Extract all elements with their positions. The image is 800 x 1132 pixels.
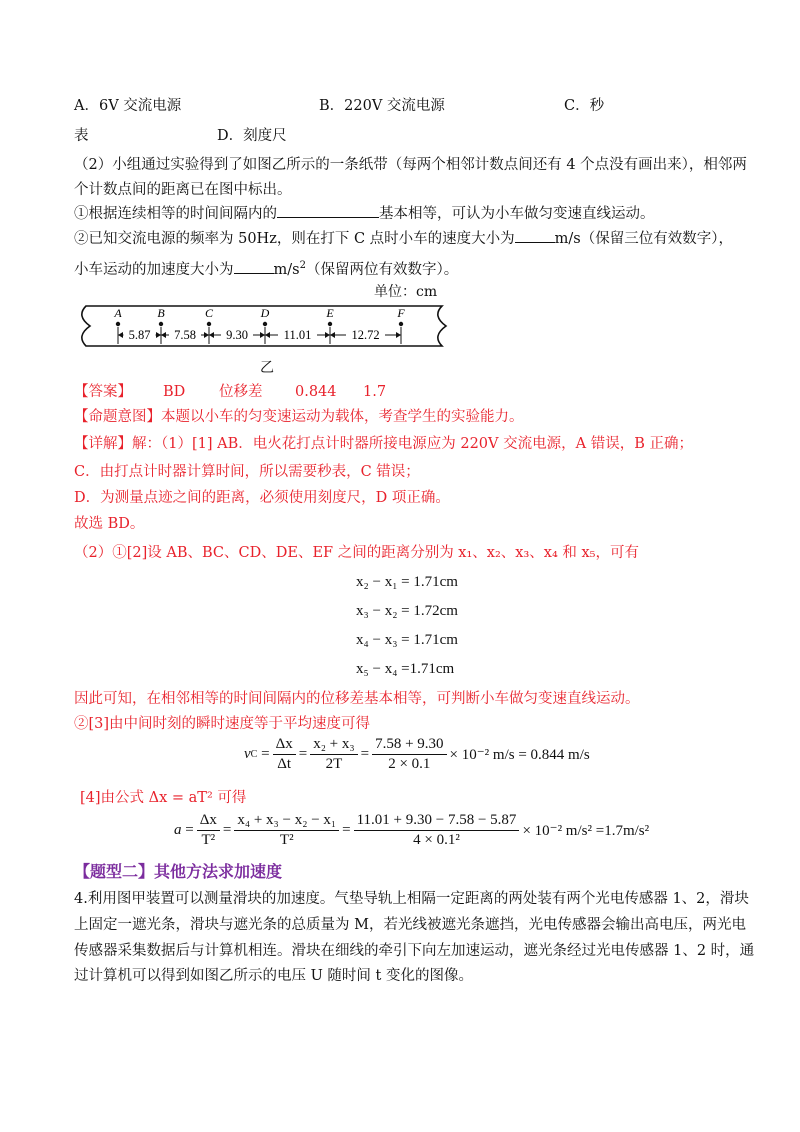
intent-line	[74, 407, 524, 427]
q2-line5: 小车运动的加速度大小为 $m/s^2$（保留两位有效数字）。	[74, 260, 459, 278]
option-c-continued: 表	[74, 128, 89, 144]
detail-line5: （2）①[2]设 AB、BC、CD、DE、EF 之间的距离分别为 x₁、x₂、x₃、x₄ 和 x₅，可有	[74, 545, 639, 561]
paper-tape-figure	[74, 300, 454, 352]
distance-arrow-right-3	[260, 332, 265, 338]
distance-arrow-right-1	[156, 332, 161, 338]
a-lhs: a	[174, 822, 182, 838]
q2-line3	[74, 203, 655, 224]
blank-1[interactable]	[277, 203, 379, 218]
a-formula: a = $\frac{\Delta x}{\text{T²}}$ = $\frac{\text{x₄ + x₃ − x₂ − x₁}}{\text{T²}}$ = $\frac{11.01 + 9.30 - 7.58 - 5.87}{\text{4 × 0.1²}}$ × 10⁻² m/s² =1.7m/s²	[174, 812, 650, 848]
answer-3: 0.844	[295, 384, 337, 400]
q4-line3: 传感器采集数据后与计算机相连。滑块在细线的牵引下向左加速运动，遮光条经过光电传感器 1、2 时，通	[74, 943, 755, 959]
distance-label-1: 5.87	[128, 328, 151, 342]
tape-caption: 乙	[260, 360, 274, 376]
q2-line3-pre: ①根据连续相等的时间间隔内的	[74, 206, 277, 222]
q2-line5-pre: 小车运动的加速度大小为	[74, 261, 234, 278]
q2-line3-post: 基本相等，可认为小车做匀变速直线运动。	[379, 206, 655, 222]
q2-line1: （2）小组通过实验得到了如图乙所示的一条纸带（每两个相邻计数点间还有 4 个点没有画出来），相邻两	[74, 157, 747, 173]
intent-text: 本题以小车的匀变速运动为载体，考查学生的实验能力。	[161, 409, 524, 425]
answer-2: 位移差	[219, 384, 263, 400]
answer-label: 【答案】	[74, 384, 132, 400]
a-tail: × 10⁻² m/s² =1.7m/s²	[522, 823, 650, 839]
q2-line5-post: （保留两位有效数字）。	[305, 261, 459, 278]
equation-1: x₂ − x₁ = 1.71cm	[356, 574, 458, 590]
detail-line3: D．为测量点迹之间的距离，必须使用刻度尺，D 项正确。	[74, 490, 450, 506]
equation-2: x₃ − x₂ = 1.72cm	[356, 603, 458, 619]
point-label-A: A	[114, 306, 122, 320]
q4-line1: 4.利用图甲装置可以测量滑块的加速度。气垫导轨上相隔一定距离的两处装有两个光电传感器 1、2，滑块	[74, 891, 749, 907]
vc-formula: v C = $\frac{\Delta x}{\Delta t}$ = $\frac{\text{x₂ + x₃}}{2T}$ = $\frac{7.58 + 9.30}{2 \times 0.1}$ × 10⁻² m/s = 0.844 m/s	[244, 736, 590, 772]
distance-arrow-right-2	[204, 332, 209, 338]
detail-text1: 解：（1）[1] AB．电火花打点计时器所接电源应为 220V 交流电源，A 错误，B 正确；	[132, 436, 693, 452]
point-label-C: C	[204, 306, 214, 320]
distance-label-5: 12.72	[351, 328, 380, 342]
detail-label: 【详解】	[74, 436, 132, 452]
distance-arrow-left-1	[118, 332, 123, 338]
detail-line1	[74, 434, 693, 454]
vc-lhs: v	[244, 746, 251, 762]
q2-line4-post: m/s（保留三位有效数字），	[554, 231, 733, 247]
point-dot-B	[159, 322, 163, 326]
distance-label-3: 9.30	[226, 328, 248, 342]
q2-line4-pre: ②已知交流电源的频率为 50Hz，则在打下 C 点时小车的速度大小为	[74, 231, 515, 247]
q2-line4	[74, 228, 733, 249]
conclusion-line1: 因此可知，在相邻相等的时间间隔内的位移差基本相等，可判断小车做匀变速直线运动。	[74, 691, 640, 707]
equation-3: x₄ − x₃ = 1.71cm	[356, 632, 458, 648]
distance-arrow-right-5	[396, 332, 401, 338]
q4-line2: 上固定一遮光条，滑块与遮光条的总质量为 M，若光线被遮光条遮挡，光电传感器会输出高电压，两光电	[74, 917, 746, 933]
a-frac-2: $\frac{\text{x₄ + x₃ − x₂ − x₁}}{\text{T²}}$	[234, 812, 339, 849]
distance-arrow-left-5	[330, 332, 335, 338]
blank-3[interactable]	[234, 259, 274, 274]
a-frac-1: $\frac{\Delta x}{\text{T²}}$	[197, 812, 220, 849]
point-label-F: F	[397, 306, 405, 320]
answer-1: BD	[163, 384, 186, 400]
vc-tail: × 10⁻² m/s = 0.844 m/s	[449, 747, 590, 763]
distance-arrow-left-3	[209, 332, 214, 338]
distance-arrow-left-2	[161, 332, 166, 338]
point-dot-F	[399, 322, 403, 326]
distance-arrow-left-4	[265, 332, 270, 338]
point-dot-C	[207, 322, 211, 326]
detail-line4: 故选 BD。	[74, 516, 145, 532]
point-dot-E	[328, 322, 332, 326]
point-dot-D	[263, 322, 267, 326]
vc-frac-3: $\frac{7.58 + 9.30}{2 \times 0.1}$	[372, 736, 446, 773]
section-title: 【题型二】其他方法求加速度	[74, 862, 283, 881]
intent-label: 【命题意图】	[74, 409, 161, 425]
blank-2[interactable]	[515, 228, 555, 243]
conclusion-line2: ②[3]由中间时刻的瞬时速度等于平均速度可得	[74, 716, 371, 732]
vc-frac-1: $\frac{\Delta x}{\Delta t}$	[273, 736, 296, 773]
conclusion-line3: [4]由公式 Δx = aT² 可得	[80, 790, 247, 806]
point-label-E: E	[326, 306, 334, 320]
point-dot-A	[116, 322, 120, 326]
q2-line2: 个计数点间的距离已在图中标出。	[74, 182, 292, 198]
q4-line4: 过计算机可以得到如图乙所示的电压 U 随时间 t 变化的图像。	[74, 968, 473, 984]
distance-label-4: 11.01	[283, 328, 312, 342]
option-c: C．秒	[564, 98, 605, 114]
equation-4: x₅ − x₄ =1.71cm	[356, 661, 455, 677]
option-a: A．6V 交流电源	[74, 98, 182, 114]
point-label-B: B	[157, 306, 165, 320]
detail-line2: C．由打点计时器计算时间，所以需要秒表，C 错误；	[74, 464, 420, 480]
option-b: B．220V 交流电源	[319, 98, 445, 114]
distance-arrow-right-4	[325, 332, 330, 338]
vc-lhs-sub: C	[250, 749, 258, 760]
point-label-D: D	[260, 306, 270, 320]
tape-unit: 单位：cm	[374, 284, 438, 300]
option-d: D．刻度尺	[217, 128, 287, 144]
vc-frac-2: $\frac{\text{x₂ + x₃}}{2T}$	[310, 736, 357, 773]
distance-label-2: 7.58	[174, 328, 196, 342]
q2-line5-unit: m/s	[273, 261, 300, 278]
answer-4: 1.7	[363, 384, 387, 400]
a-frac-3: $\frac{11.01 + 9.30 - 7.58 - 5.87}{\text{4 × 0.1²}}$	[354, 812, 520, 849]
answer-line	[74, 382, 387, 402]
